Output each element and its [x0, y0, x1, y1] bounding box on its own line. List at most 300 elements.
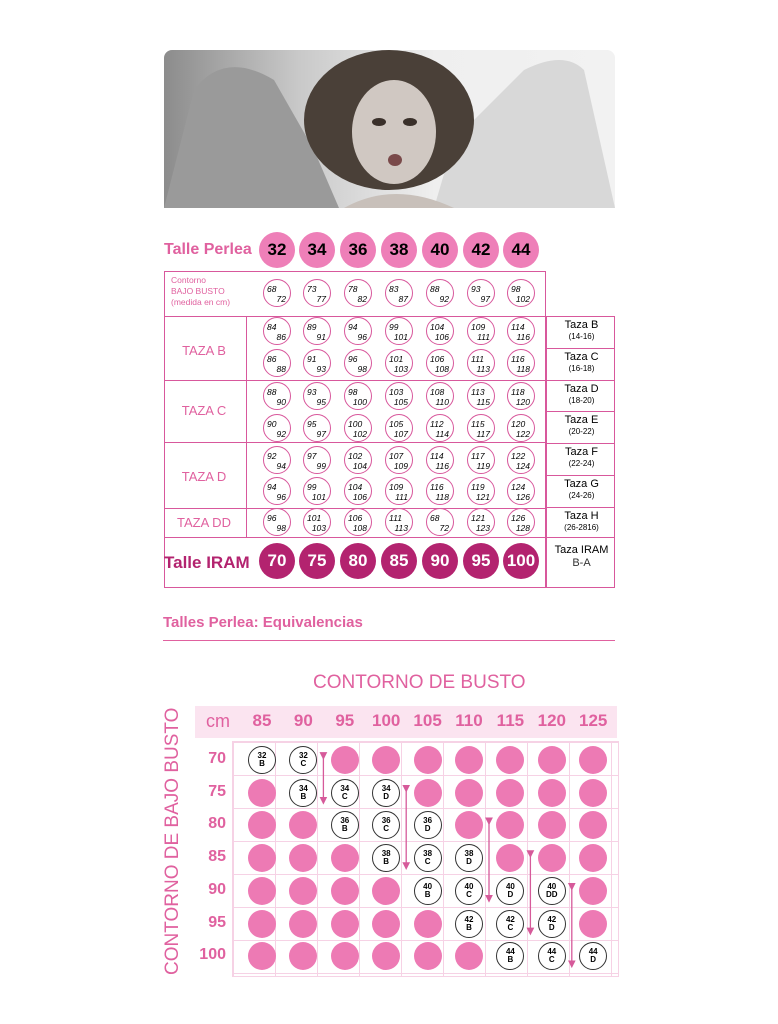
measure-circle — [344, 349, 372, 377]
measure-min: 109 — [389, 482, 404, 492]
measure-circle — [385, 279, 413, 307]
measure-max: 97 — [316, 429, 326, 439]
measure-min: 109 — [471, 322, 486, 332]
measure-circle — [507, 317, 535, 345]
size-equivalence-badge — [331, 811, 359, 839]
badge-size: 38 — [464, 849, 474, 859]
cup-range: (22-24) — [568, 459, 595, 468]
measure-max: 122 — [515, 429, 530, 439]
measure-max: 124 — [515, 461, 530, 471]
cup-iram — [548, 544, 615, 569]
cup-range: (20-22) — [568, 427, 595, 436]
measure-max: 86 — [276, 332, 286, 342]
measure-min: 118 — [511, 387, 525, 397]
cup-range: (26-2816) — [564, 523, 599, 532]
empty-size-dot — [289, 877, 317, 905]
size-equivalence-badge — [331, 779, 359, 807]
taza-dd-label: TAZA DD — [177, 515, 231, 530]
measure-circle — [344, 279, 372, 307]
measure-min: 78 — [348, 284, 358, 294]
measure-min: 112 — [430, 419, 444, 429]
measure-max: 93 — [316, 364, 326, 374]
measure-max: 126 — [515, 492, 530, 502]
measure-circle — [263, 317, 291, 345]
row-header: 80 — [208, 815, 226, 833]
size-equivalence-badge — [248, 746, 276, 774]
badge-size: 42 — [464, 914, 474, 924]
cup-divider — [546, 411, 615, 412]
measure-min: 90 — [267, 419, 277, 429]
empty-size-dot — [455, 779, 483, 807]
measure-max: 108 — [352, 523, 367, 533]
measure-min: 104 — [430, 322, 445, 332]
measure-max: 99 — [316, 461, 326, 471]
cup-divider — [546, 348, 615, 349]
column-header: 125 — [579, 711, 608, 730]
size-equivalence-badge — [414, 877, 442, 905]
measure-circle — [507, 349, 535, 377]
badge-cup: C — [507, 922, 514, 932]
measure-max: 105 — [393, 397, 408, 407]
row-divider — [164, 508, 546, 509]
iram-size-circle: 90 — [422, 543, 458, 579]
iram-size-circle: 80 — [340, 543, 376, 579]
measure-min: 111 — [471, 354, 484, 364]
empty-size-dot — [414, 746, 442, 774]
row-divider — [164, 316, 546, 317]
measure-max: 101 — [393, 332, 408, 342]
empty-size-dot — [331, 877, 359, 905]
badge-cup: C — [341, 791, 348, 801]
measure-max: 98 — [357, 364, 367, 374]
column-header: 95 — [335, 711, 355, 730]
size-equivalence-badge — [496, 877, 524, 905]
talle-iram-label: Talle IRAM — [164, 553, 250, 572]
measure-min: 115 — [471, 419, 485, 429]
row-divider — [164, 537, 546, 538]
measure-circle — [263, 446, 291, 474]
measure-circle — [344, 382, 372, 410]
cup-range: (24-26) — [568, 491, 595, 500]
badge-size: 36 — [423, 816, 433, 826]
empty-size-dot — [372, 746, 400, 774]
row-header: 70 — [208, 750, 226, 767]
measure-min: 114 — [511, 322, 525, 332]
measure-max: 107 — [393, 429, 408, 439]
measure-min: 94 — [348, 322, 358, 332]
iram-size-circle: 75 — [299, 543, 335, 579]
column-header: 110 — [455, 711, 483, 730]
size-equivalence-badge — [455, 844, 483, 872]
measure-circle — [426, 279, 454, 307]
measure-circle — [263, 382, 291, 410]
badge-cup: B — [259, 759, 265, 768]
badge-size: 40 — [505, 881, 515, 891]
measure-max: 120 — [515, 397, 530, 407]
badge-size: 40 — [547, 881, 557, 891]
badge-cup: C — [466, 889, 472, 899]
measure-min: 93 — [307, 387, 317, 397]
badge-cup: B — [507, 955, 514, 965]
measure-circle — [426, 446, 454, 474]
measure-max: 106 — [352, 492, 367, 502]
badge-size: 32 — [257, 751, 267, 760]
measure-max: 98 — [276, 523, 286, 533]
measure-circle — [507, 279, 535, 307]
badge-cup: B — [466, 922, 472, 932]
measure-min: 111 — [389, 513, 402, 523]
badge-cup: B — [424, 889, 431, 899]
model-photo — [164, 50, 615, 208]
measure-max: 111 — [477, 332, 490, 342]
badge-size: 44 — [505, 947, 515, 957]
badge-size: 34 — [340, 783, 350, 793]
empty-size-dot — [248, 942, 276, 970]
measure-min: 122 — [511, 451, 526, 461]
empty-size-dot — [538, 811, 566, 839]
perlea-size-circle: 40 — [422, 232, 458, 268]
badge-size: 36 — [340, 816, 350, 826]
measure-min: 96 — [267, 513, 277, 523]
measure-max: 103 — [393, 364, 408, 374]
measure-circle — [344, 477, 372, 505]
measure-circle — [385, 446, 413, 474]
measure-max: 101 — [311, 492, 326, 502]
measure-min: 89 — [307, 322, 317, 332]
measure-min: 93 — [471, 284, 481, 294]
badge-cup: D — [383, 791, 390, 801]
perlea-size-circle: 44 — [503, 232, 539, 268]
measure-max: 95 — [316, 397, 326, 407]
empty-size-dot — [248, 877, 276, 905]
measure-circle — [467, 446, 495, 474]
measure-circle — [467, 414, 495, 442]
measure-max: 116 — [435, 461, 449, 471]
measure-circle — [385, 477, 413, 505]
column-header: 100 — [372, 711, 401, 730]
empty-size-dot — [248, 844, 276, 872]
measure-max: 96 — [276, 492, 286, 502]
empty-size-dot — [414, 942, 442, 970]
badge-cup: C — [383, 824, 390, 834]
measure-min: 83 — [389, 284, 399, 294]
measure-max: 97 — [480, 294, 490, 304]
empty-size-dot — [372, 910, 400, 938]
cup-range: (16-18) — [568, 364, 595, 373]
measure-max: 119 — [476, 461, 490, 471]
measure-max: 91 — [316, 332, 326, 342]
cup-name: Taza C — [564, 351, 599, 363]
iram-size-circle: 70 — [259, 543, 295, 579]
badge-cup: C — [424, 857, 431, 867]
measure-min: 121 — [471, 513, 486, 523]
measure-max: 121 — [475, 492, 490, 502]
measure-circle — [344, 508, 372, 536]
measure-max: 114 — [435, 429, 449, 439]
taza-c-label: TAZA C — [181, 403, 227, 418]
measure-circle — [263, 414, 291, 442]
equivalencias-heading: Talles Perlea: Equivalencias — [163, 614, 363, 631]
measure-circle — [467, 382, 495, 410]
measure-max: 118 — [435, 492, 449, 502]
empty-size-dot — [289, 910, 317, 938]
measure-min: 68 — [430, 513, 440, 523]
empty-size-dot — [414, 910, 442, 938]
empty-size-dot — [414, 779, 442, 807]
empty-size-dot — [331, 844, 359, 872]
empty-size-dot — [455, 746, 483, 774]
contorno-label: Contorno BAJO BUSTO (medida en cm) — [171, 275, 231, 307]
badge-cup: DD — [546, 889, 558, 899]
badge-cup: D — [424, 824, 431, 834]
measure-min: 103 — [389, 387, 404, 397]
measure-min: 68 — [267, 284, 277, 294]
empty-size-dot — [248, 779, 276, 807]
measure-min: 116 — [430, 482, 444, 492]
measure-circle — [263, 349, 291, 377]
measure-min: 116 — [511, 354, 525, 364]
column-header: 105 — [413, 711, 442, 730]
size-equivalence-badge — [372, 779, 400, 807]
measure-circle — [385, 317, 413, 345]
cup-divider — [546, 475, 615, 476]
cup-name: Taza D — [564, 383, 599, 395]
measure-circle — [467, 477, 495, 505]
measure-min: 99 — [307, 482, 317, 492]
cup-iram-sub: B-A — [572, 557, 591, 569]
measure-max: 128 — [515, 523, 530, 533]
cup-entry — [548, 510, 615, 532]
badge-cup: C — [300, 759, 307, 768]
empty-size-dot — [579, 779, 607, 807]
perlea-size-circle: 42 — [463, 232, 499, 268]
measure-max: 106 — [434, 332, 449, 342]
col-divider — [246, 316, 247, 537]
badge-cup: D — [466, 857, 472, 867]
measure-circle — [303, 508, 331, 536]
measure-circle — [426, 349, 454, 377]
measure-min: 94 — [267, 482, 277, 492]
measure-circle — [263, 477, 291, 505]
measure-min: 100 — [348, 419, 363, 429]
perlea-size-circle: 36 — [340, 232, 376, 268]
cup-name: Taza F — [564, 446, 598, 458]
measure-min: 117 — [471, 451, 485, 461]
empty-size-dot — [579, 910, 607, 938]
measure-circle — [507, 508, 535, 536]
measure-min: 106 — [430, 354, 445, 364]
measure-min: 105 — [389, 419, 404, 429]
badge-cup: D — [590, 955, 597, 965]
taza-b-label: TAZA B — [182, 343, 226, 358]
measure-circle — [507, 382, 535, 410]
cup-name: Taza G — [564, 478, 599, 490]
badge-cup: D — [507, 889, 514, 899]
size-equivalence-badge — [455, 877, 483, 905]
measure-circle — [344, 446, 372, 474]
row-header: 85 — [208, 848, 226, 866]
measure-max: 82 — [357, 294, 367, 304]
size-equivalence-badge — [414, 811, 442, 839]
cup-entry — [548, 383, 615, 405]
measure-max: 111 — [395, 492, 408, 502]
cup-divider — [546, 380, 615, 381]
measure-min: 98 — [348, 387, 358, 397]
measure-circle — [426, 477, 454, 505]
column-header: 85 — [252, 711, 272, 730]
badge-size: 40 — [464, 881, 474, 891]
badge-cup: B — [341, 824, 348, 834]
cup-range: (14-16) — [568, 332, 595, 341]
measure-max: 110 — [435, 397, 449, 407]
row-divider — [164, 442, 546, 443]
empty-size-dot — [331, 746, 359, 774]
empty-size-dot — [248, 910, 276, 938]
badge-size: 42 — [547, 914, 557, 924]
measure-max: 92 — [276, 429, 286, 439]
perlea-size-circle: 34 — [299, 232, 335, 268]
badge-cup: B — [383, 857, 390, 867]
measure-max: 100 — [352, 397, 367, 407]
measure-circle — [303, 446, 331, 474]
cup-iram-title: Taza IRAM — [554, 544, 609, 556]
measure-circle — [426, 382, 454, 410]
measure-max: 117 — [476, 429, 490, 439]
iram-size-circle: 95 — [463, 543, 499, 579]
size-equivalence-badge — [455, 910, 483, 938]
measure-min: 114 — [430, 451, 444, 461]
cup-entry — [548, 351, 615, 373]
badge-cup: C — [548, 955, 555, 965]
measure-circle — [385, 414, 413, 442]
badge-size: 36 — [381, 816, 391, 826]
taza-d-label: TAZA D — [181, 469, 227, 484]
badge-size: 42 — [505, 914, 515, 924]
column-header: 115 — [496, 711, 525, 730]
measure-circle — [303, 279, 331, 307]
badge-size: 32 — [298, 751, 308, 760]
cup-name: Taza B — [564, 319, 599, 331]
measure-min: 73 — [307, 284, 317, 294]
measure-min: 88 — [267, 387, 277, 397]
cup-divider — [546, 507, 615, 508]
measure-circle — [507, 477, 535, 505]
measure-max: 118 — [516, 364, 530, 374]
measure-circle — [303, 349, 331, 377]
cup-entry — [548, 319, 615, 341]
measure-circle — [426, 414, 454, 442]
measure-max: 108 — [434, 364, 449, 374]
perlea-size-circle: 32 — [259, 232, 295, 268]
row-header: 75 — [208, 782, 226, 800]
measure-min: 113 — [471, 387, 485, 397]
measure-max: 77 — [316, 294, 326, 304]
measure-min: 119 — [471, 482, 485, 492]
row-header: 100 — [199, 946, 226, 964]
measure-max: 109 — [393, 461, 408, 471]
badge-size: 38 — [381, 849, 391, 859]
measure-max: 102 — [515, 294, 530, 304]
measure-circle — [426, 317, 454, 345]
measure-circle — [385, 349, 413, 377]
size-equivalence-badge — [538, 942, 566, 970]
measure-max: 103 — [311, 523, 326, 533]
cup-entry — [548, 478, 615, 500]
measure-min: 91 — [307, 354, 317, 364]
measure-max: 115 — [476, 397, 490, 407]
measure-min: 101 — [389, 354, 404, 364]
iram-size-circle: 100 — [503, 543, 539, 579]
empty-size-dot — [331, 942, 359, 970]
heading-rule — [163, 640, 615, 641]
cup-entry — [548, 414, 615, 436]
badge-size: 44 — [588, 947, 598, 957]
row-header: 90 — [208, 880, 226, 898]
measure-min: 106 — [348, 513, 363, 523]
empty-size-dot — [455, 942, 483, 970]
measure-circle — [303, 382, 331, 410]
measure-min: 124 — [511, 482, 526, 492]
measure-min: 98 — [511, 284, 521, 294]
measure-max: 90 — [276, 397, 286, 407]
measure-min: 102 — [348, 451, 363, 461]
measure-max: 72 — [276, 294, 286, 304]
row-header: 95 — [208, 913, 226, 931]
empty-size-dot — [579, 746, 607, 774]
badge-size: 34 — [298, 783, 308, 793]
measure-min: 126 — [511, 513, 526, 523]
measure-min: 84 — [267, 322, 277, 332]
measure-max: 102 — [352, 429, 367, 439]
measure-min: 88 — [430, 284, 440, 294]
empty-size-dot — [538, 746, 566, 774]
empty-size-dot — [496, 779, 524, 807]
cup-divider — [546, 537, 615, 538]
measure-min: 92 — [267, 451, 277, 461]
measure-circle — [385, 382, 413, 410]
measure-min: 99 — [389, 322, 399, 332]
measure-circle — [426, 508, 454, 536]
measure-min: 108 — [430, 387, 445, 397]
measure-circle — [303, 414, 331, 442]
row-divider — [164, 380, 546, 381]
measure-circle — [263, 279, 291, 307]
measure-max: 94 — [276, 461, 286, 471]
size-equivalence-badge — [414, 844, 442, 872]
empty-size-dot — [331, 910, 359, 938]
measure-circle — [263, 508, 291, 536]
measure-min: 120 — [511, 419, 526, 429]
measure-circle — [467, 279, 495, 307]
measure-min: 95 — [307, 419, 317, 429]
measure-min: 104 — [348, 482, 363, 492]
badge-size: 40 — [423, 881, 433, 891]
iram-size-circle: 85 — [381, 543, 417, 579]
empty-size-dot — [538, 779, 566, 807]
measure-max: 116 — [516, 332, 530, 342]
badge-size: 44 — [547, 947, 557, 957]
measure-max: 88 — [276, 364, 286, 374]
cup-name: Taza H — [564, 510, 599, 522]
size-equivalence-badge — [538, 877, 566, 905]
measure-max: 92 — [439, 294, 449, 304]
cup-divider — [546, 443, 615, 444]
column-header: 90 — [293, 711, 313, 730]
cup-entry — [548, 446, 615, 468]
contorno-busto-title: CONTORNO DE BUSTO — [313, 672, 526, 693]
perlea-size-circle: 38 — [381, 232, 417, 268]
size-equivalence-badge — [496, 910, 524, 938]
